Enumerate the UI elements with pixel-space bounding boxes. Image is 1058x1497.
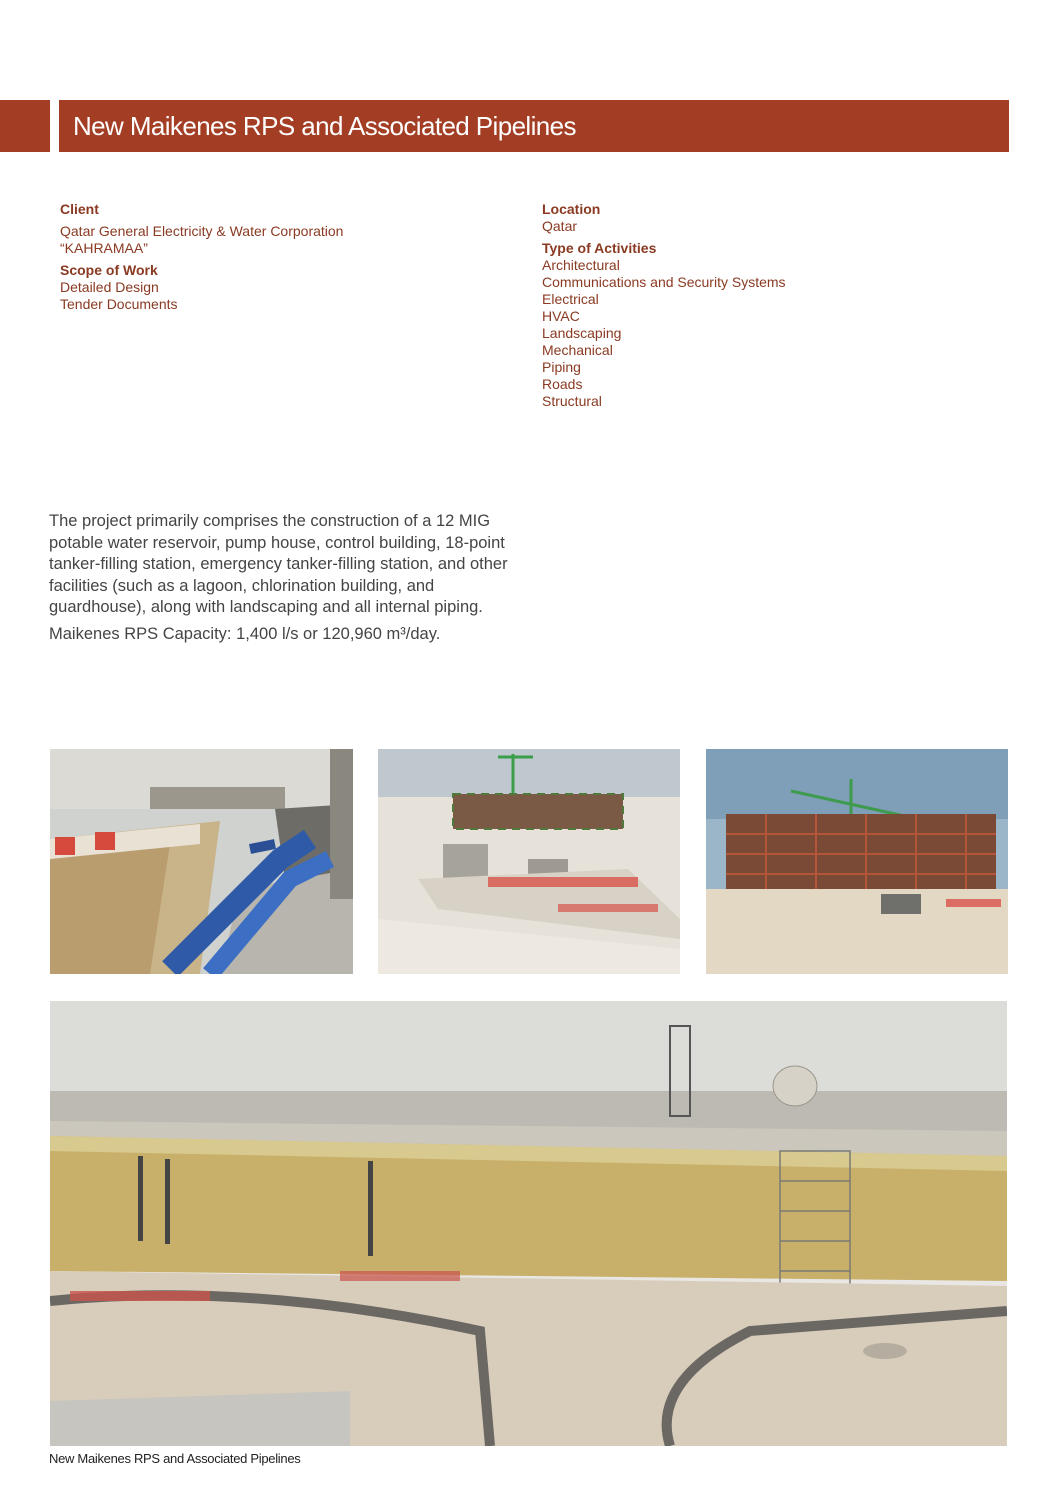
activity-item: Architectural: [542, 257, 620, 273]
photo-reservoir-panorama: [50, 1001, 1007, 1446]
scope-item: Detailed Design: [60, 279, 159, 295]
photo-caption: New Maikenes RPS and Associated Pipelines: [49, 1451, 301, 1466]
activities-label: Type of Activities: [542, 240, 657, 256]
photo-construction-site: [378, 749, 680, 974]
capacity-line: Maikenes RPS Capacity: 1,400 l/s or 120,960 m³/day.: [49, 624, 441, 643]
client-line: Qatar General Electricity & Water Corporation: [60, 223, 344, 239]
activity-item: Landscaping: [542, 325, 622, 341]
activity-item: Piping: [542, 359, 581, 375]
activity-item: Roads: [542, 376, 583, 392]
info-right-column: [542, 201, 962, 410]
activity-item: HVAC: [542, 308, 580, 324]
scope-item: Tender Documents: [60, 296, 178, 312]
client-label: Client: [60, 201, 99, 217]
info-left-column: [60, 201, 480, 313]
photo-pipeline-trench: [50, 749, 353, 974]
photo-building-scaffolding: [706, 749, 1008, 974]
activity-item: Structural: [542, 393, 602, 409]
activity-item: Communications and Security Systems: [542, 274, 786, 290]
client-line: “KAHRAMAA”: [60, 240, 148, 256]
description-paragraph: The project primarily comprises the construction of a 12 MIG potable water reservoir, pump house, control building, 18-point tanker-filling station, emergency tanker-filling station, and other facilities (such as a lagoon, chlorination building, and guardhouse), along with landscaping and all internal piping.: [49, 512, 508, 616]
location-value: Qatar: [542, 218, 578, 234]
location-label: Location: [542, 201, 601, 217]
page-title: New Maikenes RPS and Associated Pipelines: [73, 111, 576, 141]
title-bar: [59, 100, 1009, 152]
activity-item: Mechanical: [542, 342, 613, 358]
scope-label: Scope of Work: [60, 262, 158, 278]
activity-item: Electrical: [542, 291, 599, 307]
title-accent-block: [0, 100, 50, 152]
project-description: [49, 511, 519, 650]
